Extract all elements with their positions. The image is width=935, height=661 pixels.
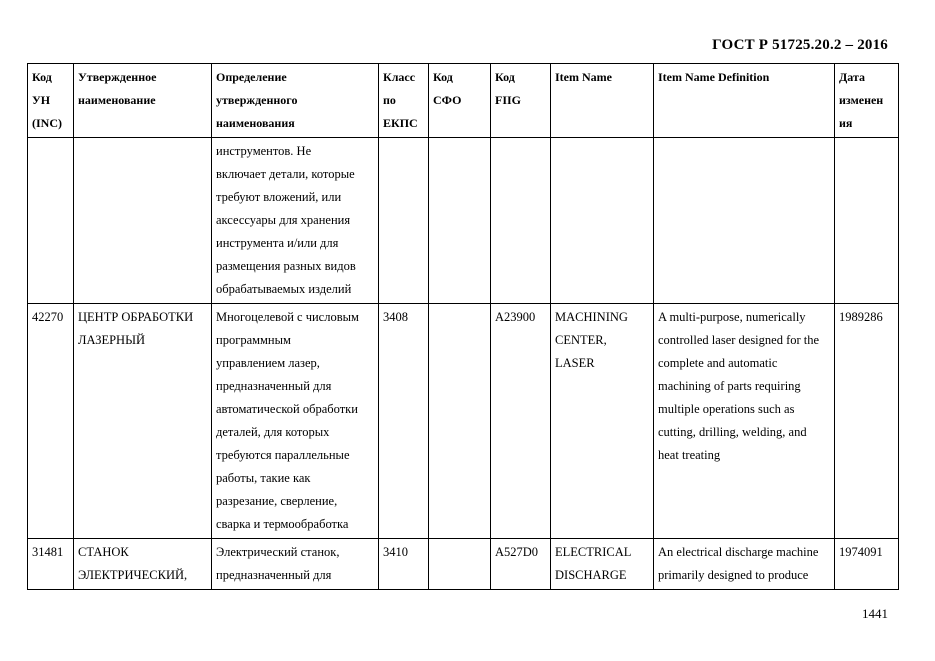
cell-sfo <box>429 304 491 539</box>
header-approved-name: Утвержденное наименование <box>74 64 212 138</box>
cell-sfo <box>429 539 491 590</box>
cell-approved-name: СТАНОК ЭЛЕКТРИЧЕСКИЙ, <box>74 539 212 590</box>
cell-item-name: MACHINING CENTER, LASER <box>551 304 654 539</box>
cell-date <box>835 138 899 304</box>
cell-item-definition: An electrical discharge machine primarily designed to produce <box>654 539 835 590</box>
header-fiig: Код FIIG <box>491 64 551 138</box>
cell-date: 1989286 <box>835 304 899 539</box>
header-sfo: Код СФО <box>429 64 491 138</box>
cell-class: 3408 <box>379 304 429 539</box>
document-title: ГОСТ Р 51725.20.2 – 2016 <box>712 37 888 53</box>
header-class: Класс по ЕКПС <box>379 64 429 138</box>
header-item-name: Item Name <box>551 64 654 138</box>
cell-fiig <box>491 138 551 304</box>
cell-class <box>379 138 429 304</box>
cell-inc: 42270 <box>28 304 74 539</box>
header-item-name-definition: Item Name Definition <box>654 64 835 138</box>
cell-date: 1974091 <box>835 539 899 590</box>
table-row <box>28 304 899 539</box>
page-number: 1441 <box>862 606 888 621</box>
cell-approved-name: ЦЕНТР ОБРАБОТКИ ЛАЗЕРНЫЙ <box>74 304 212 539</box>
cell-inc <box>28 138 74 304</box>
cell-definition: Электрический станок, предназначенный для <box>212 539 379 590</box>
cell-item-definition: A multi-purpose, numerically controlled laser designed for the complete and automatic machining of parts requiring multiple operations such as cutting, drilling, welding, and heat treating <box>654 304 835 539</box>
table-header-row <box>28 64 899 138</box>
cell-fiig: A527D0 <box>491 539 551 590</box>
header-definition: Определение утвержденного наименования <box>212 64 379 138</box>
cell-fiig: A23900 <box>491 304 551 539</box>
header-change-date: Дата изменен ия <box>835 64 899 138</box>
cell-definition: Многоцелевой с числовым программным управлением лазер, предназначенный для автоматической обработки деталей, для которых требуются параллельные работы, такие как разрезание, сверление, сварка и термообработка <box>212 304 379 539</box>
table-row <box>28 138 899 304</box>
cell-class: 3410 <box>379 539 429 590</box>
catalog-table <box>27 63 899 590</box>
cell-definition: инструментов. Не включает детали, которые требуют вложений, или аксессуары для хранения инструмента и/или для размещения разных видов обрабатываемых изделий <box>212 138 379 304</box>
cell-item-definition <box>654 138 835 304</box>
cell-sfo <box>429 138 491 304</box>
cell-item-name: ELECTRICAL DISCHARGE <box>551 539 654 590</box>
table-row <box>28 539 899 590</box>
header-inc: Код УН (INC) <box>28 64 74 138</box>
cell-approved-name <box>74 138 212 304</box>
cell-item-name <box>551 138 654 304</box>
cell-inc: 31481 <box>28 539 74 590</box>
